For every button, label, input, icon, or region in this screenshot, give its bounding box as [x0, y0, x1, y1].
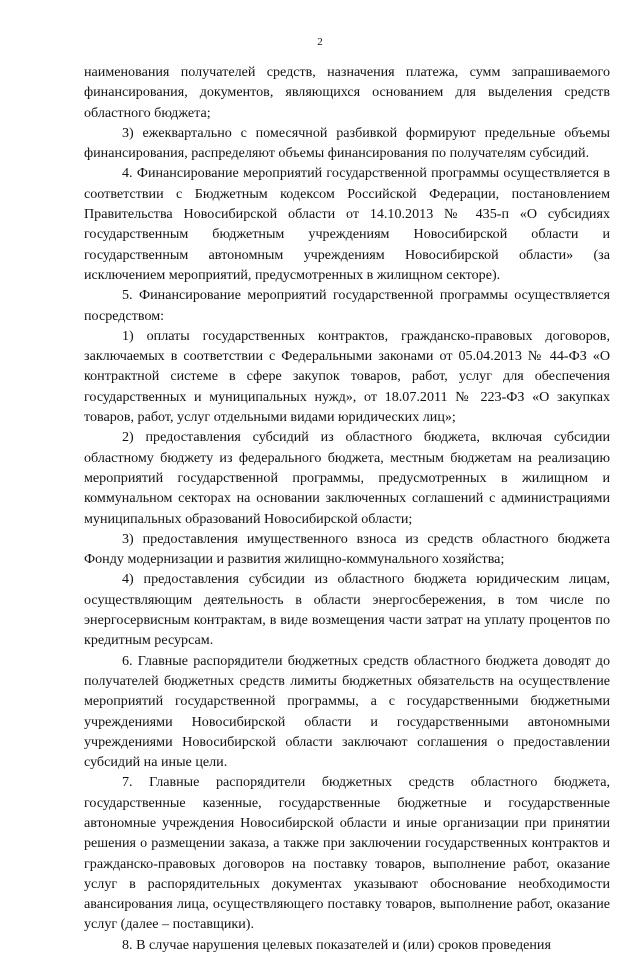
- paragraph-6-budget-limits: 6. Главные распорядители бюджетных средств областного бюджета доводят до получателей бюджетных средств лимиты бюджетных обязательств на осуществление мероприятий государственной программы, а с государственными бюджетными учреждениями Новосибирской области и государственными автономными учреждениями Новосибирской области заключают соглашения о предоставлении субсидий на иные цели.: [84, 652, 610, 771]
- page-number: 2: [317, 36, 323, 48]
- paragraph-5-item-4-energy-subsidy: 4) предоставления субсидии из областного бюджета юридическим лицам, осуществляющим деятельность в области энергосбережения, в том числе по энергосервисным контрактам, в виде возмещения части затрат на уплату процентов по кредитным ресурсам.: [84, 571, 610, 649]
- paragraph-7-advance-payment: 7. Главные распорядители бюджетных средств областного бюджета, государственные казенные, государственные бюджетные и государственные автономные учреждения Новосибирской области и иные организации при принятии решения о размещении заказа, а также при заключении государственных контрактов и гражданско-правовых договоров на поставку товаров, выполнение работ, оказание услуг в распорядительных документах указывают обоснование необходимости авансирования лица, осуществляющего поставку товаров, выполнение работ, оказание услуг (далее – поставщики).: [84, 774, 610, 933]
- paragraph-continuation: наименования получателей средств, назначения платежа, сумм запрашиваемого финансирования, документов, являющихся основанием для выделения средств областного бюджета;: [84, 64, 610, 121]
- paragraph-5-financing-means: 5. Финансирование мероприятий государственной программы осуществляется посредством:: [84, 287, 610, 324]
- paragraph-5-item-3-property-contribution: 3) предоставления имущественного взноса из средств областного бюджета Фонду модернизации и развития жилищно-коммунального хозяйства;: [84, 530, 610, 568]
- document-body: [84, 62, 610, 955]
- paragraph-5-item-2-subsidies: 2) предоставления субсидий из областного бюджета, включая субсидии областному бюджету из федерального бюджета, местным бюджетам на реализацию мероприятий государственной программы, предусмотренных в жилищном и коммунальном секторах на основании заключенных соглашений с администрациями муниципальных образований Новосибирской области;: [84, 429, 610, 527]
- paragraph-8-violation: 8. В случае нарушения целевых показателей и (или) сроков проведения: [122, 936, 551, 953]
- paragraph-5-item-1-contracts: 1) оплаты государственных контрактов, гражданско-правовых договоров, заключаемых в соответствии с Федеральными законами от 05.04.2013 № 44-ФЗ «О контрактной системе в сфере закупок товаров, работ, услуг для обеспечения государственных и муниципальных нужд», от 18.07.2011 № 223-ФЗ «О закупках товаров, работ, услуг отдельными видами юридических лиц»;: [84, 327, 610, 426]
- paragraph-item-3-monthly-limits: 3) ежеквартально с помесячной разбивкой формируют предельные объемы финансирования, распределяют объемы финансирования по получателям субсидий.: [84, 124, 610, 162]
- paragraph-4-financing-basis: 4. Финансирование мероприятий государственной программы осуществляется в соответствии с Бюджетным кодексом Российской Федерации, постановлением Правительства Новосибирской области от 14.10.2013 № 435-п «О субсидиях государственным бюджетным учреждениям Новосибирской области и государственным автономным учреждениям Новосибирской области» (за исключением мероприятий, предусмотренных в жилищном секторе).: [84, 165, 610, 283]
